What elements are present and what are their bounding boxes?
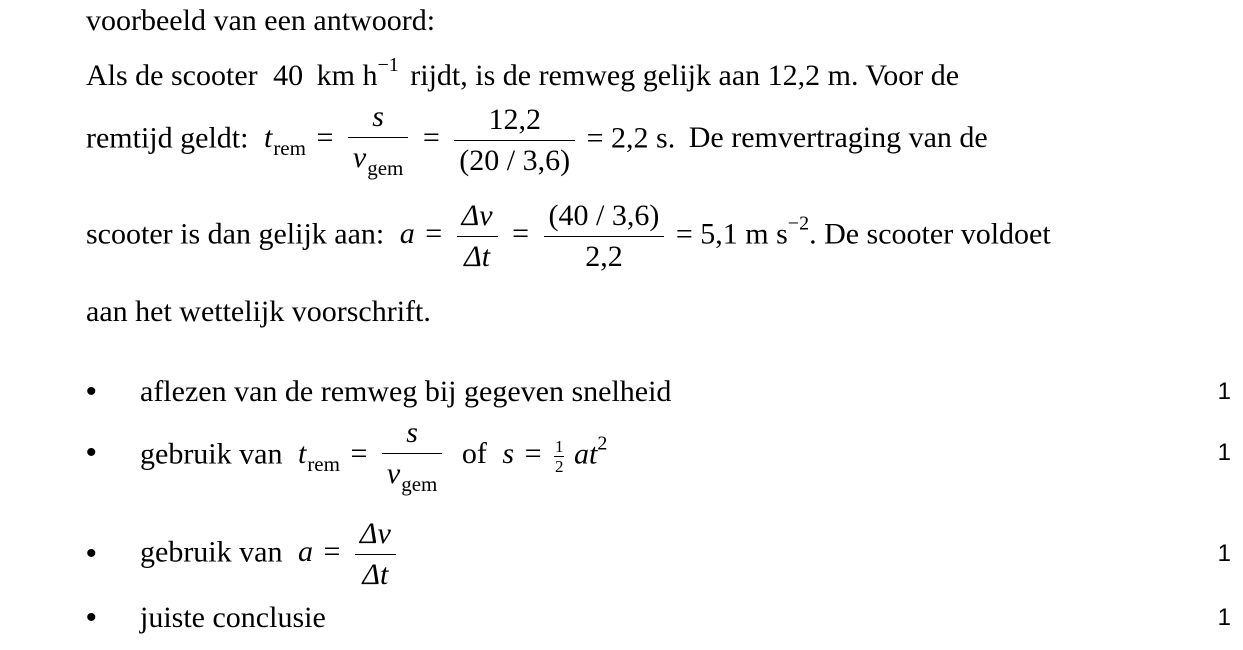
fraction-denominator-value: (20 / 3,6) bbox=[459, 144, 571, 177]
bullet-2-at-exp: 2 bbox=[597, 432, 608, 455]
line2-pre: remtijd geldt: bbox=[86, 121, 249, 155]
speed-exponent: −1 bbox=[377, 54, 399, 76]
bullet-4-marker: • bbox=[86, 601, 97, 634]
intro-text: voorbeeld van een antwoord: bbox=[86, 4, 436, 37]
bullet-2-t: t bbox=[297, 437, 307, 471]
line1-pre: Als de scooter bbox=[86, 59, 258, 92]
fraction-numeric bbox=[454, 105, 575, 176]
line2-post: De remvertraging van de bbox=[688, 121, 988, 155]
bullet-2-score: 1 bbox=[1217, 439, 1231, 466]
bullet-2-of: of bbox=[461, 437, 487, 471]
bullet-2-s: s bbox=[502, 437, 515, 471]
bullet-3-eq: = bbox=[323, 535, 341, 569]
speed-unit: km h bbox=[316, 59, 378, 92]
remtijd-result: = 2,2 s. bbox=[586, 121, 676, 155]
vertraging-result: = 5,1 m s bbox=[675, 217, 788, 251]
answer-line-4: aan het wettelijk voorschrift. bbox=[86, 295, 431, 328]
line1-post: rijdt, is de remweg gelijk aan 12,2 m. Voor de bbox=[410, 59, 960, 92]
bullet-3-text bbox=[140, 519, 400, 590]
equals-sign-4: = bbox=[512, 217, 530, 251]
bullet-3-a: a bbox=[297, 535, 313, 569]
answer-line-2 bbox=[86, 102, 988, 179]
equals-sign-2: = bbox=[422, 121, 440, 155]
bullet-2-t-sub: rem bbox=[307, 452, 340, 477]
equals-sign-3: = bbox=[425, 217, 443, 251]
bullet-3-dt: Δt bbox=[362, 558, 389, 591]
bullet-2-frac-den: $v_{gem}$ bbox=[386, 457, 438, 496]
bullet-3-marker: • bbox=[86, 537, 97, 570]
fraction-vertraging bbox=[544, 201, 665, 272]
bullet-2-at: at bbox=[573, 437, 598, 471]
bullet-2-fraction bbox=[382, 418, 442, 495]
speed-value: 40 bbox=[273, 59, 304, 92]
vertraging-denominator: 2,2 bbox=[585, 240, 623, 273]
bullet-2-marker: • bbox=[86, 436, 97, 469]
t-subscript: rem bbox=[273, 136, 306, 161]
bullet-3-pre: gebruik van bbox=[140, 535, 283, 569]
fraction-dt: Δt bbox=[464, 240, 491, 273]
equals-sign: = bbox=[316, 121, 334, 155]
fraction-denominator: $v_{gem}$ bbox=[352, 141, 404, 180]
bullet-2-eq: = bbox=[350, 437, 368, 471]
bullet-3-score: 1 bbox=[1217, 540, 1231, 567]
bullet-3-dv: Δv bbox=[355, 519, 396, 555]
bullet-2-text bbox=[140, 418, 607, 495]
fraction-s-over-v bbox=[348, 102, 408, 179]
vertraging-numerator: (40 / 3,6) bbox=[544, 201, 665, 237]
fraction-dv-over-dt bbox=[457, 201, 498, 272]
bullet-1-marker: • bbox=[86, 375, 97, 408]
fraction-dv: Δv bbox=[457, 201, 498, 237]
bullet-4-text: juiste conclusie bbox=[140, 601, 326, 634]
bullet-3-fraction bbox=[355, 519, 396, 590]
bullet-2-frac-num: s bbox=[382, 418, 442, 454]
line3-pre: scooter is dan gelijk aan: bbox=[86, 217, 385, 251]
bullet-2-pre: gebruik van bbox=[140, 437, 283, 471]
bullet-1-text: aflezen van de remweg bij gegeven snelheid bbox=[140, 375, 672, 408]
fraction-numerator-value: 12,2 bbox=[454, 105, 575, 141]
a-symbol: a bbox=[399, 217, 415, 251]
vertraging-exponent: −2 bbox=[787, 212, 810, 235]
answer-line-3 bbox=[86, 201, 1051, 272]
t-symbol: t bbox=[263, 121, 273, 155]
fraction-numerator: s bbox=[348, 102, 408, 138]
bullet-2-eq2: = bbox=[524, 437, 542, 471]
bullet-4-score: 1 bbox=[1217, 604, 1231, 631]
line3-post: . De scooter voldoet bbox=[809, 217, 1051, 251]
bullet-2-half: $\frac{1}{2}$ bbox=[554, 437, 564, 476]
bullet-1-score: 1 bbox=[1217, 378, 1231, 405]
answer-line-1 bbox=[86, 55, 959, 91]
